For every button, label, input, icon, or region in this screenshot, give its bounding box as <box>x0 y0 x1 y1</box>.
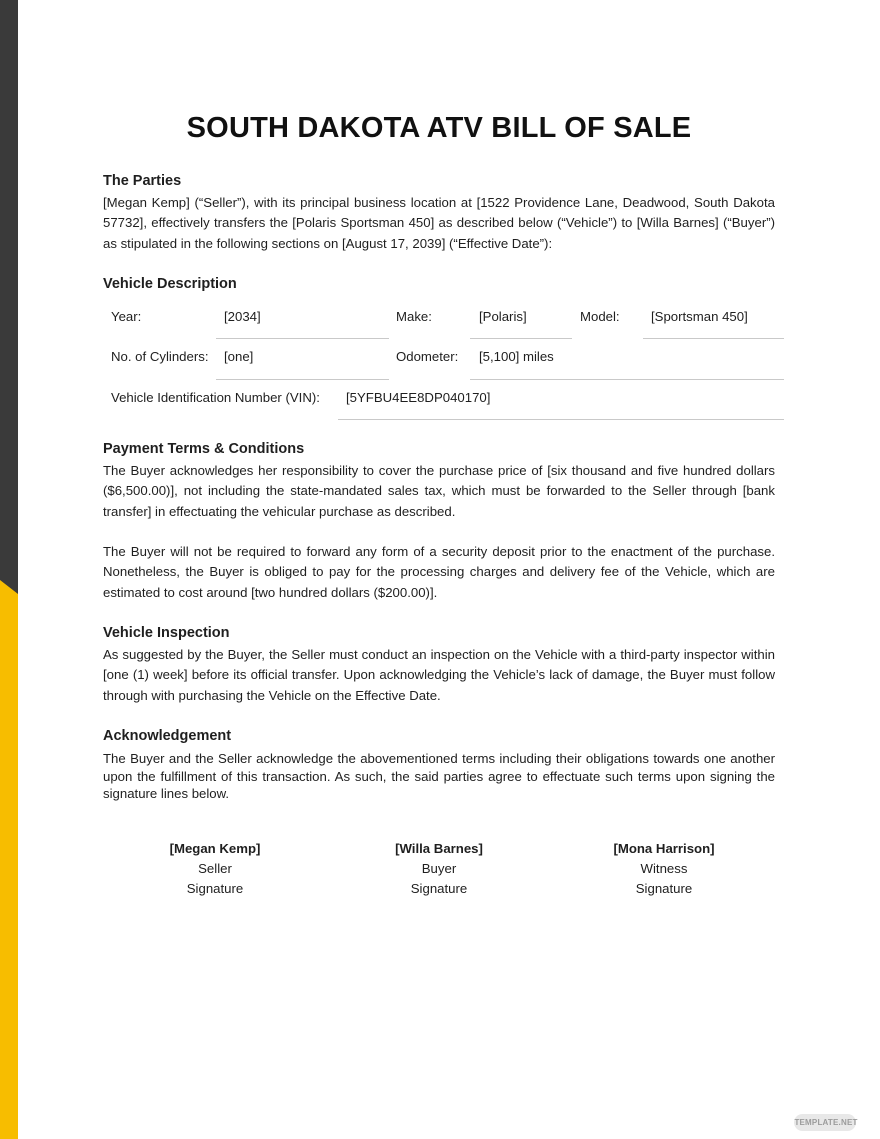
document-title: SOUTH DAKOTA ATV BILL OF SALE <box>186 112 692 144</box>
seller-role: Seller <box>198 861 232 876</box>
year-underline <box>216 338 389 339</box>
year-value: [2034] <box>224 309 261 324</box>
cylinders-value: [one] <box>224 349 254 364</box>
vin-label: Vehicle Identification Number (VIN): <box>111 390 320 405</box>
signature-block-seller <box>115 839 315 899</box>
seller-name: [Megan Kemp] <box>169 841 261 856</box>
odometer-label: Odometer: <box>396 349 459 364</box>
cylinders-underline <box>216 379 389 380</box>
witness-role: Witness <box>640 861 688 876</box>
model-label: Model: <box>580 309 620 324</box>
model-underline <box>643 338 784 339</box>
buyer-role: Buyer <box>421 861 457 876</box>
signature-block-witness <box>564 839 764 899</box>
witness-name: [Mona Harrison] <box>613 841 715 856</box>
inspection-heading: Vehicle Inspection <box>103 625 230 641</box>
payment-heading: Payment Terms & Conditions <box>103 441 305 457</box>
buyer-name: [Willa Barnes] <box>395 841 483 856</box>
make-label: Make: <box>396 309 432 324</box>
parties-heading: The Parties <box>103 173 182 189</box>
vehicle-heading: Vehicle Description <box>103 276 237 292</box>
parties-text: [Megan Kemp] (“Seller”), with its principal business location at [1522 Providence Lane, Deadwood, South Dakota 57732], effectively transfers the [Polaris Sportsman 450] as described below (“Vehicle”) to [Willa Barnes] (“Buyer”) as stipulated in the following sections on [August 17, 2039] (“Effective Date”): <box>103 195 775 251</box>
seller-signature-label: Signature <box>186 881 244 896</box>
signature-block-buyer <box>339 839 539 899</box>
buyer-signature-label: Signature <box>410 881 468 896</box>
template-watermark <box>794 1114 856 1131</box>
vin-underline <box>338 419 784 420</box>
model-value: [Sportsman 450] <box>651 309 748 324</box>
cylinders-label: No. of Cylinders: <box>111 349 209 364</box>
make-value: [Polaris] <box>479 309 527 324</box>
acknowledgement-heading: Acknowledgement <box>103 728 232 744</box>
inspection-text: As suggested by the Buyer, the Seller must conduct an inspection on the Vehicle with a third-party inspector within [one (1) week] before its official transfer. Upon acknowledging the Vehicle’s lack of damage, the Buyer must follow through with purchasing the Vehicle on the Effective Date. <box>103 647 775 703</box>
witness-signature-label: Signature <box>635 881 693 896</box>
year-label: Year: <box>111 309 142 324</box>
payment-text-2: The Buyer will not be required to forward any form of a security deposit prior to the enactment of the purchase. Nonetheless, the Buyer is obliged to pay for the processing charges and delivery fee of the Vehicle, which are estimated to cost around [two hundred dollars ($200.00)]. <box>103 544 775 600</box>
vin-value: [5YFBU4EE8DP040170] <box>346 390 491 405</box>
acknowledgement-text: The Buyer and the Seller acknowledge the abovementioned terms including their obligations towards one another upon the fulfillment of this transaction. As such, the said parties agree to effectuate such terms upon signing the signature lines below. <box>103 751 775 801</box>
watermark-text: TEMPLATE.NET <box>794 1118 858 1127</box>
make-underline <box>470 338 572 339</box>
odometer-underline <box>470 379 784 380</box>
payment-text-1: The Buyer acknowledges her responsibility to cover the purchase price of [six thousand and five hundred dollars ($6,500.00)], not including the state-mandated sales tax, which must be forwarded to the Seller through [bank transfer] in effectuating the vehicular purchase as described. <box>103 463 775 519</box>
odometer-value: [5,100] miles <box>479 349 554 364</box>
